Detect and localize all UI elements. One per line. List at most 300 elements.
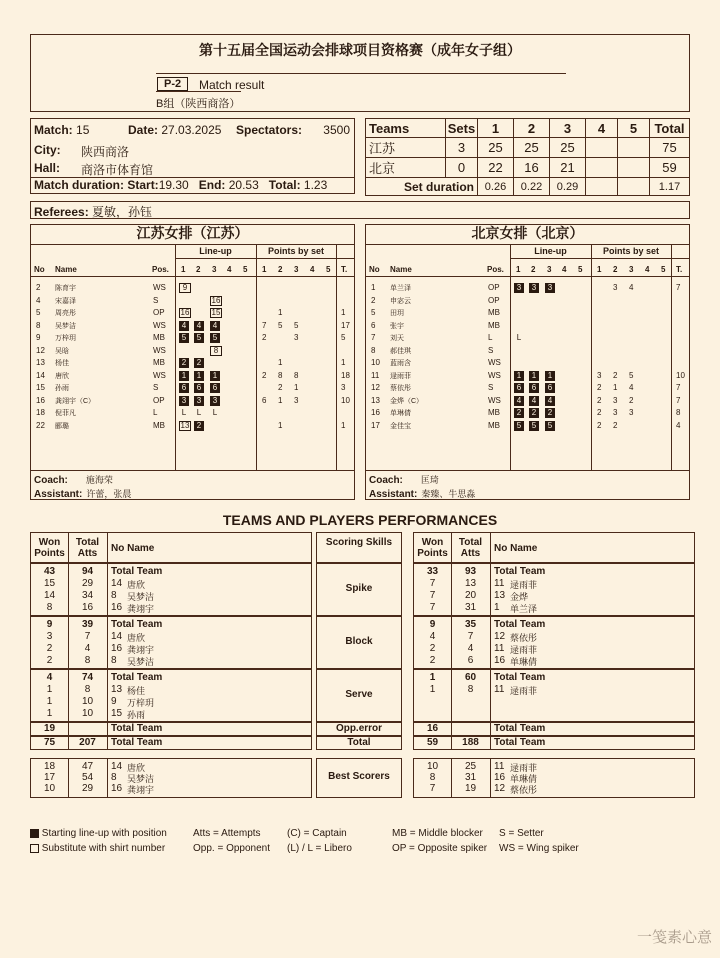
duration-label: Match duration:	[34, 178, 124, 192]
team-a-points-set-1: 1	[262, 265, 267, 274]
team-a-set5	[618, 138, 650, 158]
perf-total-b	[413, 736, 695, 750]
total-team-label: Total Team	[494, 566, 546, 577]
player-name: 蔡依彤	[510, 785, 538, 795]
set3-duration: 0.29	[550, 178, 586, 196]
lineup-set-2: 2	[529, 408, 539, 418]
points-set-2: 3	[613, 408, 618, 417]
won-points: 2	[46, 643, 53, 654]
player-number: 7	[371, 333, 376, 342]
player-position: OP	[153, 308, 165, 317]
total-atts: 19	[464, 783, 477, 794]
total-atts: 29	[81, 783, 94, 794]
score-row-team-b	[366, 158, 690, 178]
team-b-points-set-2: 2	[613, 265, 618, 274]
team-a-points-header: Points by set	[267, 246, 324, 256]
total-atts: 7	[84, 631, 91, 642]
header-scoring-skills: Scoring Skills	[325, 537, 393, 548]
total-team-label: Total Team	[494, 672, 546, 683]
points-set-3: 2	[629, 395, 634, 405]
player-name: 唐欣	[127, 580, 146, 590]
player-number: 13	[36, 358, 45, 367]
skill-label: Serve	[345, 688, 373, 700]
team-b-coach: 匡琦	[420, 475, 439, 485]
player-name: 金佳宝	[390, 422, 411, 430]
skill-label: Opp.error	[335, 723, 383, 734]
player-number: 6	[371, 320, 376, 330]
player-name: 唐欣	[55, 372, 69, 380]
player-name: 金烨（C）	[390, 397, 424, 405]
team-a-player-row	[31, 296, 354, 307]
lineup-set-3: 1	[545, 371, 555, 381]
player-number: 11	[371, 370, 380, 380]
player-position: WS	[488, 370, 501, 380]
lineup-set-1: 6	[514, 383, 524, 393]
player-position: MB	[153, 333, 165, 342]
points-set-2: 8	[278, 370, 283, 380]
team-a-player-row	[31, 321, 354, 332]
player-number: 16	[494, 772, 506, 783]
total-atts: 6	[467, 655, 474, 666]
player-number: 2	[36, 283, 41, 292]
player-number: 16	[494, 655, 506, 666]
player-number: 2	[371, 295, 376, 305]
team-a-points-set-3: 3	[294, 265, 299, 274]
won-points: 9	[46, 619, 53, 630]
team-a-player-row	[31, 308, 354, 319]
team-b-col-no: No	[369, 265, 380, 274]
substitute-square-icon	[30, 844, 39, 853]
lineup-set-1: 3	[179, 396, 189, 406]
total-team-label: Total Team	[111, 619, 163, 630]
team-b-total: 59	[650, 158, 690, 178]
header-won-points: Won Points	[417, 537, 448, 559]
points-set-2: 1	[278, 395, 283, 405]
skill-label: Best Scorers	[328, 771, 390, 782]
total-atts: 60	[464, 672, 477, 683]
player-position: OP	[488, 283, 500, 292]
lineup-set-1: 13	[180, 420, 190, 430]
player-name: 周亮彤	[55, 310, 76, 317]
spectators-label: Spectators:	[236, 123, 303, 137]
player-name: 龚翊宇	[127, 604, 155, 614]
lineup-set-3: 5	[210, 333, 220, 343]
won-points: 7	[429, 783, 436, 794]
lineup-set-3: 4	[210, 321, 220, 331]
lineup-set-2: 6	[529, 383, 539, 393]
won-points: 2	[46, 655, 53, 666]
total-atts: 29	[81, 578, 94, 589]
total-team-label: Total Team	[111, 737, 163, 748]
perf-block-a	[30, 616, 312, 669]
match-info-box	[30, 118, 355, 194]
team-b-panel	[365, 224, 690, 500]
legend	[30, 828, 690, 860]
lineup-set-2: L	[196, 408, 202, 417]
player-name: 单琳倩	[510, 774, 538, 784]
skill-label: Block	[345, 635, 373, 647]
player-number: 9	[36, 333, 41, 342]
team-a-player-row	[31, 371, 354, 382]
points-set-3: 8	[294, 370, 299, 380]
player-name: 逯雨菲	[510, 580, 538, 590]
player-position: MB	[153, 420, 165, 430]
player-name: 吴梦洁	[127, 657, 155, 667]
match-number: 15	[76, 123, 90, 137]
header-total-atts: Total Atts	[458, 537, 483, 559]
city-label: City:	[34, 143, 61, 157]
player-total: 17	[341, 320, 350, 330]
team-b-player-row	[366, 333, 689, 344]
won-points: 1	[429, 684, 436, 695]
player-number: 16	[111, 643, 123, 654]
performance-section	[30, 532, 695, 802]
team-a-player-row	[31, 383, 354, 394]
points-set-3: 3	[294, 395, 299, 405]
points-set-3: 4	[629, 383, 634, 392]
player-number: 18	[36, 408, 45, 417]
lineup-set-1: L	[181, 408, 187, 417]
points-set-1: 6	[262, 395, 267, 405]
legend-opp: Opp. = Opponent	[193, 843, 271, 854]
perf-skill-best	[316, 758, 402, 798]
team-b-player-row	[366, 308, 689, 319]
won-points: 59	[426, 737, 439, 748]
won-points: 1	[429, 672, 436, 683]
perf-opp-a	[30, 722, 312, 736]
match-label: Match:	[34, 123, 73, 137]
lineup-set-2: 6	[194, 383, 204, 393]
team-b-player-row	[366, 371, 689, 382]
player-total: 1	[341, 308, 346, 317]
report-code: P-2	[157, 77, 188, 91]
team-b-set1: 22	[478, 158, 514, 178]
lineup-set-2: 2	[194, 421, 204, 431]
team-b-points-set-5: 5	[661, 265, 666, 274]
score-header-teams: Teams	[366, 119, 446, 138]
team-b-points-header: Points by set	[602, 246, 659, 256]
player-total: 4	[676, 420, 681, 430]
team-b-panel-title: 北京女排（北京）	[471, 226, 584, 242]
score-header-set1: 1	[478, 119, 514, 138]
player-name: 唐欣	[127, 763, 146, 773]
points-set-1: 2	[597, 408, 602, 417]
won-points: 43	[43, 566, 56, 577]
team-b-lineup-set-2: 2	[531, 265, 536, 274]
player-position: S	[153, 383, 159, 392]
set1-duration: 0.26	[478, 178, 514, 196]
player-name: 刘天	[390, 335, 404, 342]
total-atts: 16	[81, 602, 94, 613]
player-name: 吴梦洁	[55, 322, 76, 330]
team-a-col-total: T.	[341, 265, 348, 274]
team-a-lineup-set-1: 1	[181, 265, 186, 274]
team-a-set3: 25	[550, 138, 586, 158]
lineup-set-1: 1	[179, 371, 189, 381]
won-points: 8	[46, 602, 53, 613]
won-points: 2	[429, 655, 436, 666]
player-name: 龚翊宇	[127, 785, 155, 795]
player-number: 13	[494, 590, 506, 601]
player-position: MB	[488, 408, 500, 417]
lineup-set-1: 9	[179, 283, 191, 293]
total-team-label: Total Team	[111, 566, 163, 577]
perf-serve-b	[413, 669, 695, 722]
team-a-assistant-label: Assistant:	[34, 489, 83, 500]
total-atts: 13	[464, 578, 477, 589]
total-value: 1.23	[303, 178, 328, 192]
team-b-set5	[618, 158, 650, 178]
lineup-set-3: 3	[545, 283, 555, 293]
lineup-set-2: 4	[194, 321, 204, 331]
end-label: End:	[198, 178, 226, 192]
team-b-lineup-set-4: 4	[562, 265, 567, 274]
player-number: 14	[111, 761, 123, 772]
lineup-set-3: 6	[210, 383, 220, 393]
city-value: 陕西商洛	[81, 145, 130, 159]
lineup-set-2: 3	[194, 396, 204, 406]
player-number: 12	[494, 783, 506, 794]
player-number: 12	[371, 383, 380, 392]
lineup-set-3: 8	[210, 346, 222, 356]
player-name: 单琳倩	[510, 657, 538, 667]
total-atts: 8	[467, 684, 474, 695]
won-points: 14	[43, 590, 56, 601]
player-number: 16	[371, 408, 380, 417]
team-b-player-row	[366, 296, 689, 307]
total-atts: 8	[84, 684, 91, 695]
team-b-set3: 21	[550, 158, 586, 178]
player-position: S	[153, 295, 159, 305]
score-table	[365, 118, 690, 196]
player-position: MB	[153, 358, 165, 367]
player-position: MB	[488, 308, 500, 317]
lineup-set-1: 5	[514, 421, 524, 431]
team-b-name: 北京	[366, 158, 446, 178]
won-points: 7	[429, 578, 436, 589]
lineup-set-2: 5	[529, 421, 539, 431]
player-position: S	[488, 383, 494, 392]
score-header-set4: 4	[586, 119, 618, 138]
player-name: 倪菲凡	[55, 410, 76, 417]
total-atts: 7	[467, 631, 474, 642]
referees-box	[30, 201, 690, 219]
won-points: 4	[46, 672, 53, 683]
start-label: Start:	[127, 178, 159, 192]
total-atts: 31	[464, 772, 477, 783]
total-atts: 94	[81, 566, 94, 577]
won-points: 8	[429, 772, 436, 783]
player-name: 唐欣	[127, 633, 146, 643]
player-total: 10	[676, 370, 685, 380]
lineup-set-1: 4	[179, 321, 189, 331]
player-name: 张宇	[390, 322, 404, 330]
won-points: 16	[426, 723, 439, 734]
points-set-3: 5	[294, 320, 299, 330]
won-points: 9	[429, 619, 436, 630]
lineup-set-3: 3	[210, 396, 220, 406]
points-set-1: 7	[262, 320, 267, 330]
points-set-1: 2	[262, 333, 267, 342]
team-a-panel-title: 江苏女排（江苏）	[136, 226, 249, 242]
spectators-value: 3500	[323, 123, 350, 137]
header-box	[30, 34, 690, 112]
points-set-2: 3	[613, 283, 618, 292]
team-a-player-row	[31, 283, 354, 294]
player-total: 18	[341, 370, 350, 380]
player-number: 8	[111, 590, 117, 601]
player-name: 蔡依彤	[510, 633, 538, 643]
player-total: 1	[341, 358, 346, 367]
legend-atts: Atts = Attempts	[193, 828, 261, 839]
lineup-set-1: 6	[179, 383, 189, 393]
player-name: 龚翊宇	[127, 645, 155, 655]
score-row-team-a	[366, 138, 690, 158]
won-points: 1	[46, 696, 53, 707]
player-name: 孙雨	[127, 710, 146, 720]
total-team-label: Total Team	[494, 723, 546, 734]
lineup-set-1: 2	[179, 358, 189, 368]
legend-ws: WS = Wing spiker	[499, 843, 579, 854]
team-b-player-row	[366, 321, 689, 332]
player-name: 吴梦洁	[127, 592, 155, 602]
team-b-lineup-header: Line-up	[534, 246, 567, 256]
team-b-player-row	[366, 408, 689, 419]
lineup-set-1: L	[516, 333, 522, 342]
team-b-player-row	[366, 383, 689, 394]
lineup-set-1: 3	[514, 283, 524, 293]
total-duration: 1.17	[650, 178, 690, 196]
won-points: 4	[429, 631, 436, 642]
points-set-1: 2	[597, 383, 602, 392]
player-position: L	[153, 408, 158, 417]
points-set-2: 2	[278, 383, 283, 392]
player-number: 16	[111, 783, 123, 794]
team-b-assistant: 秦臻、牛思淼	[421, 489, 476, 499]
team-a-lineup-header: Line-up	[199, 246, 232, 256]
perf-best-b	[413, 758, 695, 798]
player-name: 田玥	[390, 310, 404, 317]
perf-skill-block	[316, 616, 402, 669]
team-a-player-row	[31, 408, 354, 419]
won-points: 33	[426, 566, 439, 577]
legend-substitute: Substitute with shirt number	[41, 843, 166, 854]
report-subtitle: Match result	[199, 78, 265, 92]
perf-skill-total	[316, 736, 402, 750]
points-set-2: 2	[613, 370, 618, 380]
points-set-1: 2	[262, 370, 267, 380]
player-position: MB	[488, 320, 500, 330]
won-points: 2	[429, 643, 436, 654]
total-label: Total:	[268, 178, 301, 192]
team-a-player-row	[31, 333, 354, 344]
team-b-set2: 16	[514, 158, 550, 178]
total-atts: 25	[464, 761, 477, 772]
player-number: 14	[111, 631, 123, 642]
player-number: 12	[36, 345, 45, 355]
won-points: 10	[426, 761, 439, 772]
lineup-set-2: 1	[194, 371, 204, 381]
player-number: 16	[36, 395, 45, 405]
lineup-set-2: 2	[194, 358, 204, 368]
player-position: WS	[488, 358, 501, 367]
player-number: 11	[494, 643, 505, 654]
player-number: 11	[494, 761, 505, 772]
player-position: WS	[488, 395, 501, 405]
player-number: 15	[36, 383, 45, 392]
player-total: 3	[341, 383, 346, 392]
lineup-set-3: 5	[545, 421, 555, 431]
player-name: 逯雨菲	[510, 686, 538, 696]
won-points: 10	[43, 783, 56, 794]
lineup-set-3: 1	[210, 371, 220, 381]
team-a-points-set-5: 5	[326, 265, 331, 274]
player-name: 杨佳	[127, 686, 146, 696]
won-points: 7	[429, 590, 436, 601]
team-a-set4	[586, 138, 618, 158]
lineup-set-2: 4	[529, 396, 539, 406]
referees-label: Referees:	[34, 205, 89, 219]
team-a-assistant: 许蕾，张晨	[86, 489, 132, 499]
won-points: 15	[43, 578, 56, 589]
team-b-lineup-set-3: 3	[547, 265, 552, 274]
total-atts: 4	[84, 643, 91, 654]
points-set-1: 3	[597, 370, 602, 380]
player-name: 郦璐	[55, 422, 69, 430]
player-total: 10	[341, 395, 350, 405]
team-a-col-no: No	[34, 265, 45, 274]
team-b-player-row	[366, 358, 689, 369]
lineup-set-1: 16	[180, 308, 190, 317]
total-atts: 74	[81, 672, 94, 683]
team-a-player-row	[31, 396, 354, 407]
match-date: 27.03.2025	[161, 123, 222, 137]
player-number: 15	[111, 708, 123, 719]
score-header-set2: 2	[514, 119, 550, 138]
team-b-player-row	[366, 283, 689, 294]
team-b-set4	[586, 158, 618, 178]
header-no-name: No Name	[494, 543, 538, 554]
points-set-1: 2	[597, 395, 602, 405]
player-name: 金烨	[510, 592, 529, 602]
hall-value: 商洛市体育馆	[81, 163, 154, 177]
won-points: 1	[46, 708, 53, 719]
total-team-label: Total Team	[111, 672, 163, 683]
won-points: 75	[43, 737, 56, 748]
player-total: 7	[676, 395, 681, 405]
score-header-set3: 3	[550, 119, 586, 138]
points-set-1: 2	[597, 420, 602, 430]
player-number: 8	[111, 655, 117, 666]
legend-libero: (L) / L = Libero	[287, 843, 352, 854]
player-name: 单兰泽	[510, 604, 538, 614]
lineup-set-1: 1	[514, 371, 524, 381]
team-a-lineup-set-5: 5	[243, 265, 248, 274]
player-name: 龚翊宇（C）	[55, 397, 96, 405]
player-name: 逯雨菲	[390, 372, 411, 380]
lineup-set-3: 4	[545, 396, 555, 406]
won-points: 7	[429, 602, 436, 613]
lineup-set-3: 6	[545, 383, 555, 393]
perf-block-b	[413, 616, 695, 669]
perf-header-skill	[316, 532, 402, 563]
points-set-2: 5	[278, 320, 283, 330]
team-b-sets: 0	[446, 158, 478, 178]
perf-spike-a	[30, 563, 312, 616]
lineup-set-1: 2	[514, 408, 524, 418]
legend-starting: Starting line-up with position	[41, 828, 167, 839]
set5-duration	[618, 178, 650, 196]
